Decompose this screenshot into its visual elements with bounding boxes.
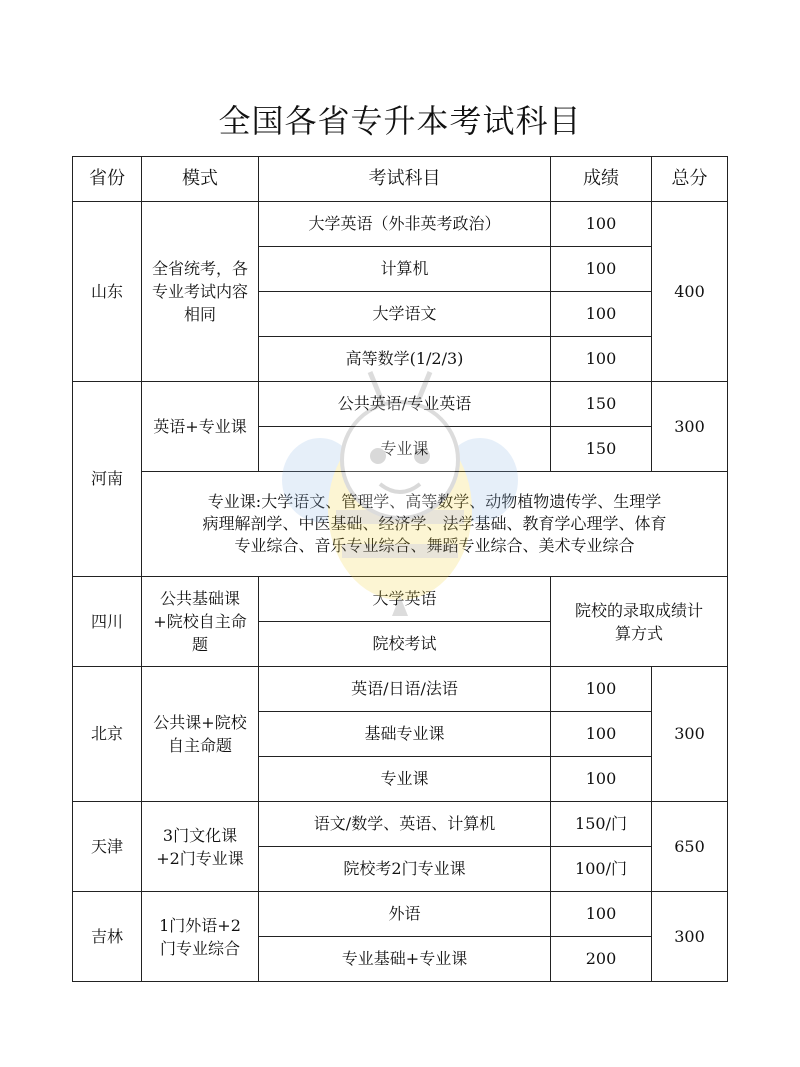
total-cell: 650 <box>652 802 728 892</box>
score-cell: 150 <box>551 427 652 472</box>
subject-cell: 基础专业课 <box>259 712 551 757</box>
mode-cell: 全省统考，各专业考试内容相同 <box>142 202 259 382</box>
province-cell: 四川 <box>73 577 142 667</box>
subject-cell: 外语 <box>259 892 551 937</box>
mode-cell: 英语+专业课 <box>142 382 259 472</box>
province-cell: 天津 <box>73 802 142 892</box>
subject-cell: 公共英语/专业英语 <box>259 382 551 427</box>
score-cell: 100 <box>551 667 652 712</box>
total-cell: 400 <box>652 202 728 382</box>
score-cell: 100 <box>551 202 652 247</box>
header-mode: 模式 <box>142 157 259 202</box>
total-cell: 300 <box>652 892 728 982</box>
score-cell: 100 <box>551 712 652 757</box>
total-cell: 300 <box>652 667 728 802</box>
table-row <box>73 202 728 247</box>
table-row <box>73 667 728 712</box>
score-cell: 100/门 <box>551 847 652 892</box>
table-row <box>73 577 728 622</box>
score-cell: 100 <box>551 337 652 382</box>
total-cell: 300 <box>652 382 728 472</box>
header-score: 成绩 <box>551 157 652 202</box>
note-line: 专业课:大学语文、管理学、高等数学、动物植物遗传学、生理学 <box>207 492 662 511</box>
score-cell: 100 <box>551 247 652 292</box>
mode-cell: 1门外语+2门专业综合 <box>142 892 259 982</box>
subject-cell: 语文/数学、英语、计算机 <box>259 802 551 847</box>
score-cell: 200 <box>551 937 652 982</box>
mode-cell: 公共课+院校自主命题 <box>142 667 259 802</box>
province-cell: 山东 <box>73 202 142 382</box>
subject-cell: 大学英语（外非英考政治） <box>259 202 551 247</box>
score-cell: 150 <box>551 382 652 427</box>
mode-cell: 公共基础课+院校自主命题 <box>142 577 259 667</box>
subject-cell: 大学英语 <box>259 577 551 622</box>
score-cell: 100 <box>551 757 652 802</box>
province-cell: 北京 <box>73 667 142 802</box>
table-row <box>73 472 728 577</box>
subject-cell: 专业课 <box>259 427 551 472</box>
score-note-cell: 院校的录取成绩计算方式 <box>551 577 728 667</box>
subject-cell: 英语/日语/法语 <box>259 667 551 712</box>
subject-cell: 高等数学(1/2/3) <box>259 337 551 382</box>
exam-subjects-table <box>72 156 728 982</box>
score-cell: 100 <box>551 892 652 937</box>
note-line: 病理解剖学、中医基础、经济学、法学基础、教育学心理学、体育 <box>202 514 667 533</box>
subject-cell: 专业基础+专业课 <box>259 937 551 982</box>
header-province: 省份 <box>73 157 142 202</box>
page-title: 全国各省专升本考试科目 <box>218 102 582 140</box>
henan-note-cell <box>142 472 728 577</box>
table-row <box>73 892 728 937</box>
header-total: 总分 <box>652 157 728 202</box>
province-cell: 河南 <box>73 382 142 577</box>
subject-cell: 院校考试 <box>259 622 551 667</box>
subject-cell: 专业课 <box>259 757 551 802</box>
province-cell: 吉林 <box>73 892 142 982</box>
table-row <box>73 382 728 427</box>
score-cell: 100 <box>551 292 652 337</box>
subject-cell: 院校考2门专业课 <box>259 847 551 892</box>
note-line: 专业综合、音乐专业综合、舞蹈专业综合、美术专业综合 <box>234 536 635 555</box>
mode-cell: 3门文化课+2门专业课 <box>142 802 259 892</box>
header-subjects: 考试科目 <box>259 157 551 202</box>
table-row <box>73 802 728 847</box>
score-cell: 150/门 <box>551 802 652 847</box>
subject-cell: 计算机 <box>259 247 551 292</box>
subject-cell: 大学语文 <box>259 292 551 337</box>
table-header-row <box>73 157 728 202</box>
